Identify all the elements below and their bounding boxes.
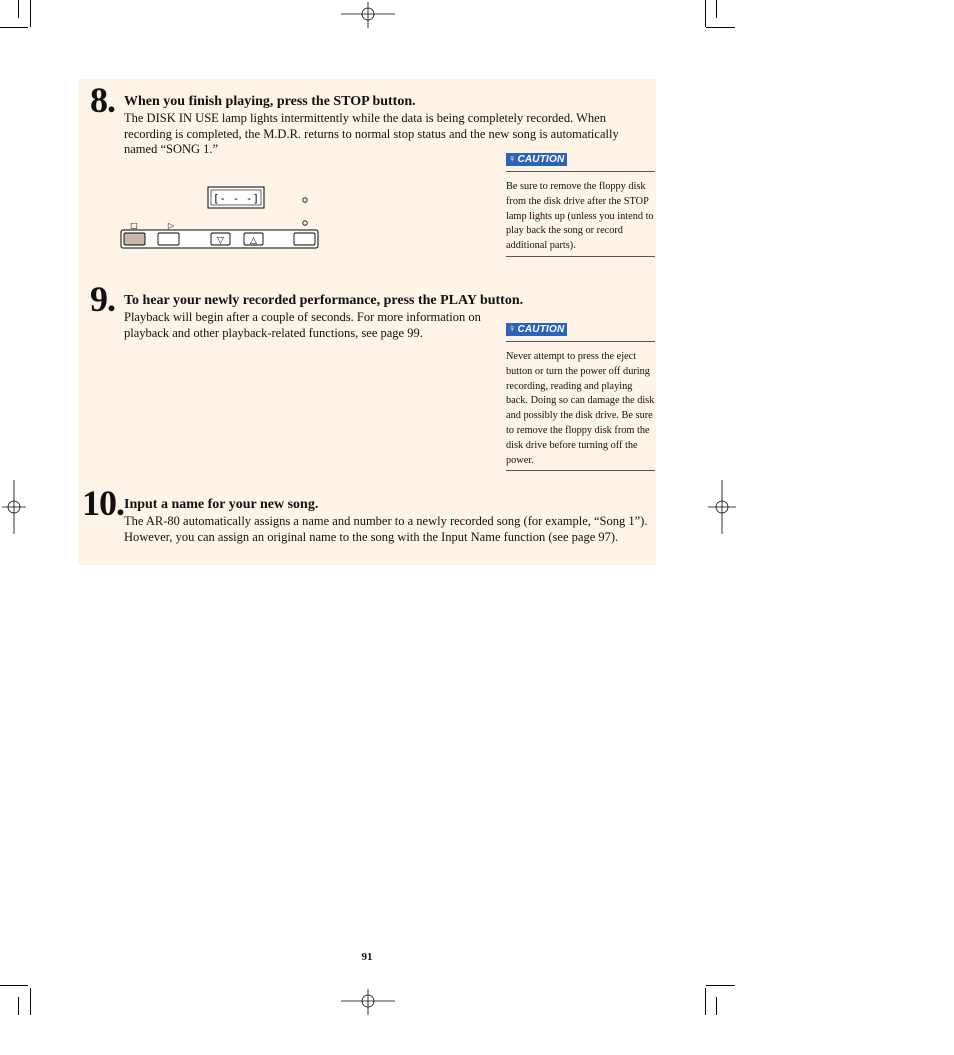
step-9-number: 9. <box>90 279 115 319</box>
stop-button[interactable] <box>124 233 145 245</box>
caution-badge: ♀ CAUTION <box>506 153 567 166</box>
record-button[interactable] <box>294 233 315 245</box>
down-arrow-icon: ▽ <box>217 236 224 246</box>
caution-text-2: Never attempt to press the eject button or turn the power off during recording, reading and playing back. Doing so can damage the disk and possibly the disk drive. Be sure to remove the floppy disk from the disk drive before turning off the power. <box>506 351 655 466</box>
caution-bottom-rule <box>506 470 655 471</box>
registration-mark-right <box>708 480 736 534</box>
lcd-display-text: [- - -] <box>212 192 260 205</box>
step-9-body: Playback will begin after a couple of seconds. For more information on playback and other playback-related functions, see page 99. <box>124 310 481 340</box>
disk-in-use-lamp <box>303 198 307 202</box>
stop-symbol: □ <box>130 221 138 230</box>
page-number: 91 <box>361 951 373 963</box>
step-10-title: Input a name for your new song. <box>124 497 319 512</box>
step-8-title: When you finish playing, press the STOP button. <box>124 94 416 109</box>
caution-note-2 <box>506 319 655 471</box>
caution-top-rule <box>506 341 655 342</box>
registration-mark-top <box>341 2 395 28</box>
up-arrow-icon: △ <box>250 236 257 246</box>
caution-text-1: Be sure to remove the floppy disk from the disk drive after the STOP lamp lights up (unless you intend to play back the song or record additional parts). <box>506 181 654 252</box>
lcd-display <box>208 187 264 208</box>
registration-mark-left <box>2 480 26 534</box>
step-8-number: 8. <box>90 80 115 120</box>
registration-mark-bottom <box>341 989 395 1015</box>
caution-top-rule <box>506 171 655 172</box>
caution-badge: ♀ CAUTION <box>506 323 567 336</box>
record-lamp <box>303 221 307 225</box>
step-10-number: 10. <box>82 483 124 523</box>
play-symbol: ▷ <box>167 221 175 230</box>
caution-key-icon: ♀ <box>508 153 517 165</box>
step-8-body: The DISK IN USE lamp lights intermittently while the data is being completely recorded. When recording is completed, the M.D.R. returns to normal stop status and the new song is automatically named “SONG 1.” <box>124 111 619 156</box>
caution-bottom-rule <box>506 256 655 257</box>
caution-note-1 <box>506 149 655 257</box>
step-10-body: The AR-80 automatically assigns a name and number to a newly recorded song (for example, “Song 1”). However, you can assign an original name to the song with the Input Name function (see page 97). <box>124 514 648 544</box>
caution-key-icon: ♀ <box>508 323 517 335</box>
step-9-title: To hear your newly recorded performance, press the PLAY button. <box>124 293 524 308</box>
play-button[interactable] <box>158 233 179 245</box>
mdr-panel-illustration <box>120 185 320 251</box>
